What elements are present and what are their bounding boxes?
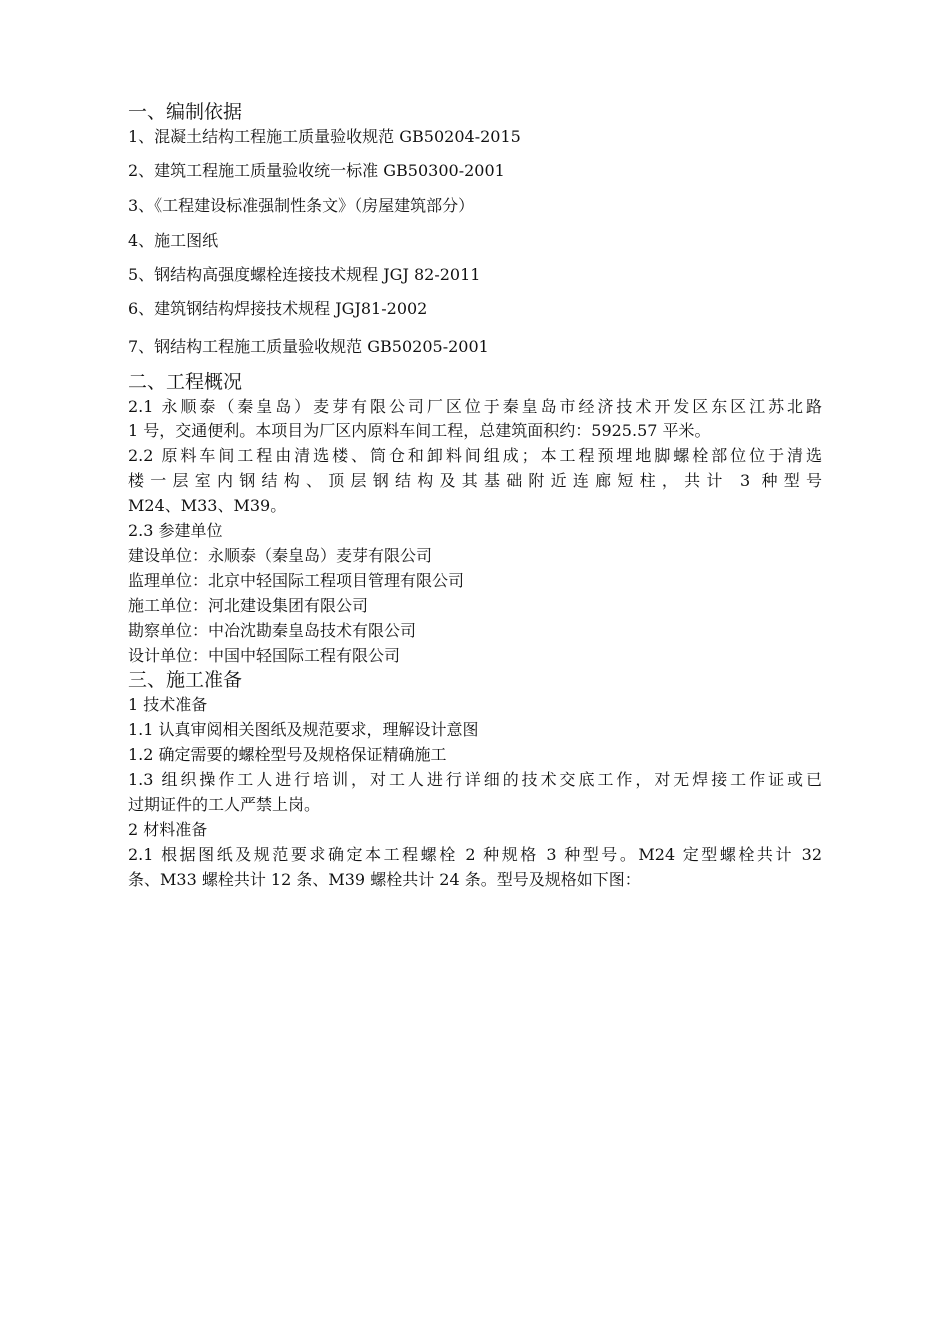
tech-prep-item-1: 1.1 认真审阅相关图纸及规范要求，理解设计意图 xyxy=(128,720,479,739)
basis-item-4: 4、施工图纸 xyxy=(128,231,219,250)
tech-prep-title: 1 技术准备 xyxy=(128,695,208,714)
participant-supervisor: 监理单位：北京中轻国际工程项目管理有限公司 xyxy=(128,571,465,590)
overview-paragraph-1-line-1: 2.1 永顺泰（秦皇岛）麦芽有限公司厂区位于秦皇岛市经济技术开发区东区江苏北路 xyxy=(128,397,822,416)
tech-prep-item-3-line-2: 过期证件的工人严禁上岗。 xyxy=(128,795,321,814)
basis-item-2: 2、建筑工程施工质量验收统一标准 GB50300-2001 xyxy=(128,161,505,180)
participant-contractor: 施工单位：河北建设集团有限公司 xyxy=(128,596,369,615)
material-prep-title: 2 材料准备 xyxy=(128,820,208,839)
section-heading-overview: 二、工程概况 xyxy=(128,371,243,393)
participant-designer: 设计单位：中国中轻国际工程有限公司 xyxy=(128,646,401,665)
overview-paragraph-1-line-2: 1 号，交通便利。本项目为厂区内原料车间工程，总建筑面积约：5925.57 平米。 xyxy=(128,421,711,440)
overview-paragraph-2-line-3: M24、M33、M39。 xyxy=(128,496,287,515)
material-prep-item-1-line-1: 2.1 根据图纸及规范要求确定本工程螺栓 2 种规格 3 种型号。M24 定型螺栓共计 32 xyxy=(128,845,822,864)
tech-prep-item-3-line-1: 1.3 组织操作工人进行培训，对工人进行详细的技术交底工作，对无焊接工作证或已 xyxy=(128,770,822,789)
basis-item-5: 5、钢结构高强度螺栓连接技术规程 JGJ 82-2011 xyxy=(128,265,481,284)
section-heading-basis: 一、编制依据 xyxy=(128,101,243,123)
basis-item-1: 1、混凝土结构工程施工质量验收规范 GB50204-2015 xyxy=(128,127,521,146)
material-prep-item-1-line-2: 条、M33 螺栓共计 12 条、M39 螺栓共计 24 条。型号及规格如下图： xyxy=(128,870,641,889)
section-heading-preparation: 三、施工准备 xyxy=(128,669,243,691)
participant-surveyor: 勘察单位：中冶沈勘秦皇岛技术有限公司 xyxy=(128,621,417,640)
basis-item-6: 6、建筑钢结构焊接技术规程 JGJ81-2002 xyxy=(128,299,428,318)
basis-item-7: 7、钢结构工程施工质量验收规范 GB50205-2001 xyxy=(128,337,489,356)
participants-title: 2.3 参建单位 xyxy=(128,521,223,540)
participant-construction-owner: 建设单位：永顺泰（秦皇岛）麦芽有限公司 xyxy=(128,546,433,565)
tech-prep-item-2: 1.2 确定需要的螺栓型号及规格保证精确施工 xyxy=(128,745,447,764)
basis-item-3: 3、《工程建设标准强制性条文》（房屋建筑部分） xyxy=(128,196,475,215)
overview-paragraph-2-line-2: 楼一层室内钢结构、顶层钢结构及其基础附近连廊短柱，共计 3 种型号 xyxy=(128,471,822,490)
overview-paragraph-2-line-1: 2.2 原料车间工程由清选楼、筒仓和卸料间组成；本工程预埋地脚螺栓部位位于清选 xyxy=(128,446,822,465)
